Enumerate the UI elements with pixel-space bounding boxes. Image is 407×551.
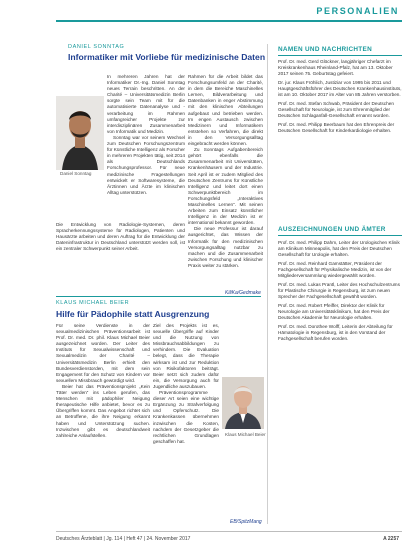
sidebar-item: Prof. Dr. med. Philipp Beerbaum hat den Ehrenpreis der Deutschen Gesellschaft für Kinderkardiologie erhalten. xyxy=(278,122,395,133)
sidebar-list-awards xyxy=(278,240,402,527)
article1-caption: Daniel Sonntag xyxy=(60,171,92,176)
article2-caption: Klaus Michael Beier xyxy=(225,432,266,437)
article1-column-2 xyxy=(188,74,263,290)
article1-paragraph-3: Die Entwicklung von Radiologie-Systemen, deren Spracherkennungssysteme für Radiologen, Patienten und Hausärzte arbeiten und deren Auftrag für die Entwicklung der Dateninfrastruktur in Deutschland unterstützt werden soll, ist ein zentraler Schwerpunkt seiner Arbeit. xyxy=(56,222,185,252)
sidebar-list-names xyxy=(278,59,402,219)
mid-rule xyxy=(56,296,261,297)
footer-page-number: A 2257 xyxy=(383,536,399,542)
sidebar-rule-1 xyxy=(278,55,402,56)
portrait-daniel-sonntag xyxy=(56,96,104,170)
article1-column-1 xyxy=(107,74,185,220)
article1-paragraph-4: Rahmen für die Arbeit bildet das Forschungsumfeld an der Charité, in dem die Bereiche Maschinelles Lernen, Bildverarbeitung und Datenbanken in enger Abstimmung mit den klinischen Abteilungen aufgebaut und betrieben werden. Im engen Austausch zwischen Medizinern und Informatikern entstehen so Verfahren, die direkt in den Versorgungsalltag eingebracht werden können. xyxy=(188,74,263,147)
article1-intro: In mehreren Jahren hat der Informatiker Dr.-Ing. Daniel Sonntag neues Terrain beschritten. An der Charité – Universitätsmedizin Berlin sorgte sein Team mit für die automatisierte Datenanalyse und -verarbeitung im Rahmen umfangreicher Projekte zur interdisziplinären Zusammenarbeit von Informatik und Medizin. xyxy=(107,74,185,134)
article2-paragraph-2: Beier hat das Präventionsprojekt „Kein Täter werden“ ins Leben gerufen, das Menschen mit pädophiler Neigung therapeutische Hilfe anbietet, bevor es zu Übergriffen kommt. Das Angebot richtet sich an Betroffene, die ihre Neigung erkannt haben und Unterstützung suchen. Inzwischen gibt es deutschlandweit zahlreiche Anlaufstellen. xyxy=(56,383,150,438)
section-label: PERSONALIEN xyxy=(316,6,399,16)
sidebar-item: Prof. Dr. med. Stefan Schwab, Präsident der Deutschen Gesellschaft für Neurologie, ist zum Ehrenmitglied der Deutschen Schlaganfall-Gesellschaft ernannt worden. xyxy=(278,101,394,118)
sidebar-item: Dr. jur. Klaus Fröhlich, Justiziar von 1995 bis 2011 und Hauptgeschäftsführer des Deutschen Krankenhausinstituts, ist am 10. Oktober 2017 im Alter von 85 Jahren verstorben. xyxy=(278,80,402,97)
sidebar-item: Prof. Dr. med. Lukas Prantl, Leiter des Hochschulzentrums für Plastische Chirurgie in Regensburg, ist zum neuen Sprecher der Fachgesellschaft gewählt worden. xyxy=(278,282,400,299)
sidebar-item: Prof. Dr. med. Robert Pfeiffer, Direktor der Klinik für Neurologie am Universitätsklinikum, hat den Preis der Deutschen Akademie für Neurologie erhalten. xyxy=(278,303,390,320)
article2-kicker: KLAUS MICHAEL BEIER xyxy=(56,300,130,306)
footer-publication: Deutsches Ärzteblatt | Jg. 114 | Heft 47 | 24. November 2017 xyxy=(56,536,191,542)
article1-paragraph-6: Die neue Professur ist darauf ausgerichtet, das Wissen der Informatik für den medizinischen Versorgungsalltag nutzbar zu machen und die Zusammenarbeit zwischen Forschung und klinischer Praxis weiter zu stärken. xyxy=(188,226,263,268)
article2-paragraph-3: Ziel des Projekts ist es, sexuelle Übergriffe auf Kinder und die Nutzung von Missbrauchsabbildungen zu verhindern. Die Evaluation belegt, dass die Therapie wirksam ist und zur Reduktion von Risikofaktoren beiträgt. Beier setzt sich zudem dafür ein, die Versorgung auch für Jugendliche auszubauen. xyxy=(153,323,219,389)
sidebar-item: Prof. Dr. med. Gerd Glöckner, langjähriger Chefarzt im Kreiskrankenhaus Rheinland-Pfalz, hat am 13. Oktober 2017 seinen 75. Geburtstag gefeiert. xyxy=(278,59,393,76)
article2-paragraph-4: Präventionsprogramme dieser Art seien eine wichtige Ergänzung zu Strafverfolgung und Opferschutz. Die Krankenkassen übernehmen inzwischen die Kosten, nachdem der Gesetzgeber die rechtlichen Grundlagen geschaffen hat. xyxy=(153,390,219,444)
sidebar-item: Prof. Dr. med. Dorothee Wolff, Leiterin der Abteilung für Hämatologie in Regensburg, ist in den Vorstand der Fachgesellschaft berufen worden. xyxy=(278,324,393,341)
column-divider xyxy=(267,44,268,524)
portrait-klaus-michael-beier xyxy=(222,377,264,429)
article2-column-2 xyxy=(153,323,219,526)
article2-paragraph-1: Für seine Verdienste in der sexualmedizinischen Präventionsarbeit ist Prof. Dr. med. Dr. phil. Klaus Michael Beier ausgezeichnet worden. Der Leiter des Instituts für Sexualwissenschaft und Sexualmedizin der Charité – Universitätsmedizin Berlin erhielt den Bundesverdienstorden, mit dem sein Engagement für den Schutz von Kindern vor sexuellem Missbrauch gewürdigt wird. xyxy=(56,323,150,383)
sidebar-item: Prof. Dr. med. Philipp Dahm, Leiter der Urologischen Klinik am Klinikum Minneapolis, hat den Preis der Deutschen Gesellschaft für Urologie erhalten. xyxy=(278,240,400,257)
article2-signature: EB/SpitzMang xyxy=(230,519,262,525)
article1-signature: KiliKa/Gedmake xyxy=(225,290,261,296)
article2-headline: Hilfe für Pädophile statt Ausgrenzung xyxy=(56,309,210,319)
article2-column-1 xyxy=(56,323,150,526)
article1-paragraph-2: Sonntag war vor seinem Wechsel zum Deutschen Forschungszentrum für Künstliche Intelligenz als Forscher in mehreren Projekten tätig, seit 2014 als Deutschlands Forschungsprofessor. Für neue medizinische Fragestellungen entwickelt er Softwaresysteme, die Ärztinnen und Ärzte im klinischen Alltag unterstützen. xyxy=(107,134,185,195)
article2-photo xyxy=(222,377,264,429)
sidebar-heading-awards: AUSZEICHNUNGEN UND ÄMTER xyxy=(278,226,386,233)
sidebar-rule-2 xyxy=(278,235,402,236)
sidebar-heading-names: NAMEN UND NACHRICHTEN xyxy=(278,46,372,53)
sidebar-item: Prof. Dr. med. Reinhard Gamstätter, Präsident der Fachgesellschaft für Physikalische Medizin, ist von der Mitgliederversammlung wiedergewählt worden. xyxy=(278,261,392,278)
article1-headline: Informatiker mit Vorliebe für medizinische Daten xyxy=(68,52,266,62)
footer-rule xyxy=(56,531,402,532)
article1-kicker: DANIEL SONNTAG xyxy=(68,44,125,50)
top-rule xyxy=(56,20,402,22)
article1-paragraph-5: Zu Sonntags Aufgabenbereich gehört ebenfalls die Zusammenarbeit mit Universitäten, Krankenhäusern und der Industrie. Seit April ist er zudem Mitglied des Deutschen Zentrums für Künstliche Intelligenz und leitet dort einen Schwerpunktbereich im Forschungsfeld „Interaktives Maschinelles Lernen“. Mit seinen Arbeiten zum Einsatz künstlicher Intelligenz in der Medizin ist er international bekannt geworden. xyxy=(188,147,263,226)
article1-photo xyxy=(56,96,104,170)
article1-column-1b xyxy=(56,222,185,290)
